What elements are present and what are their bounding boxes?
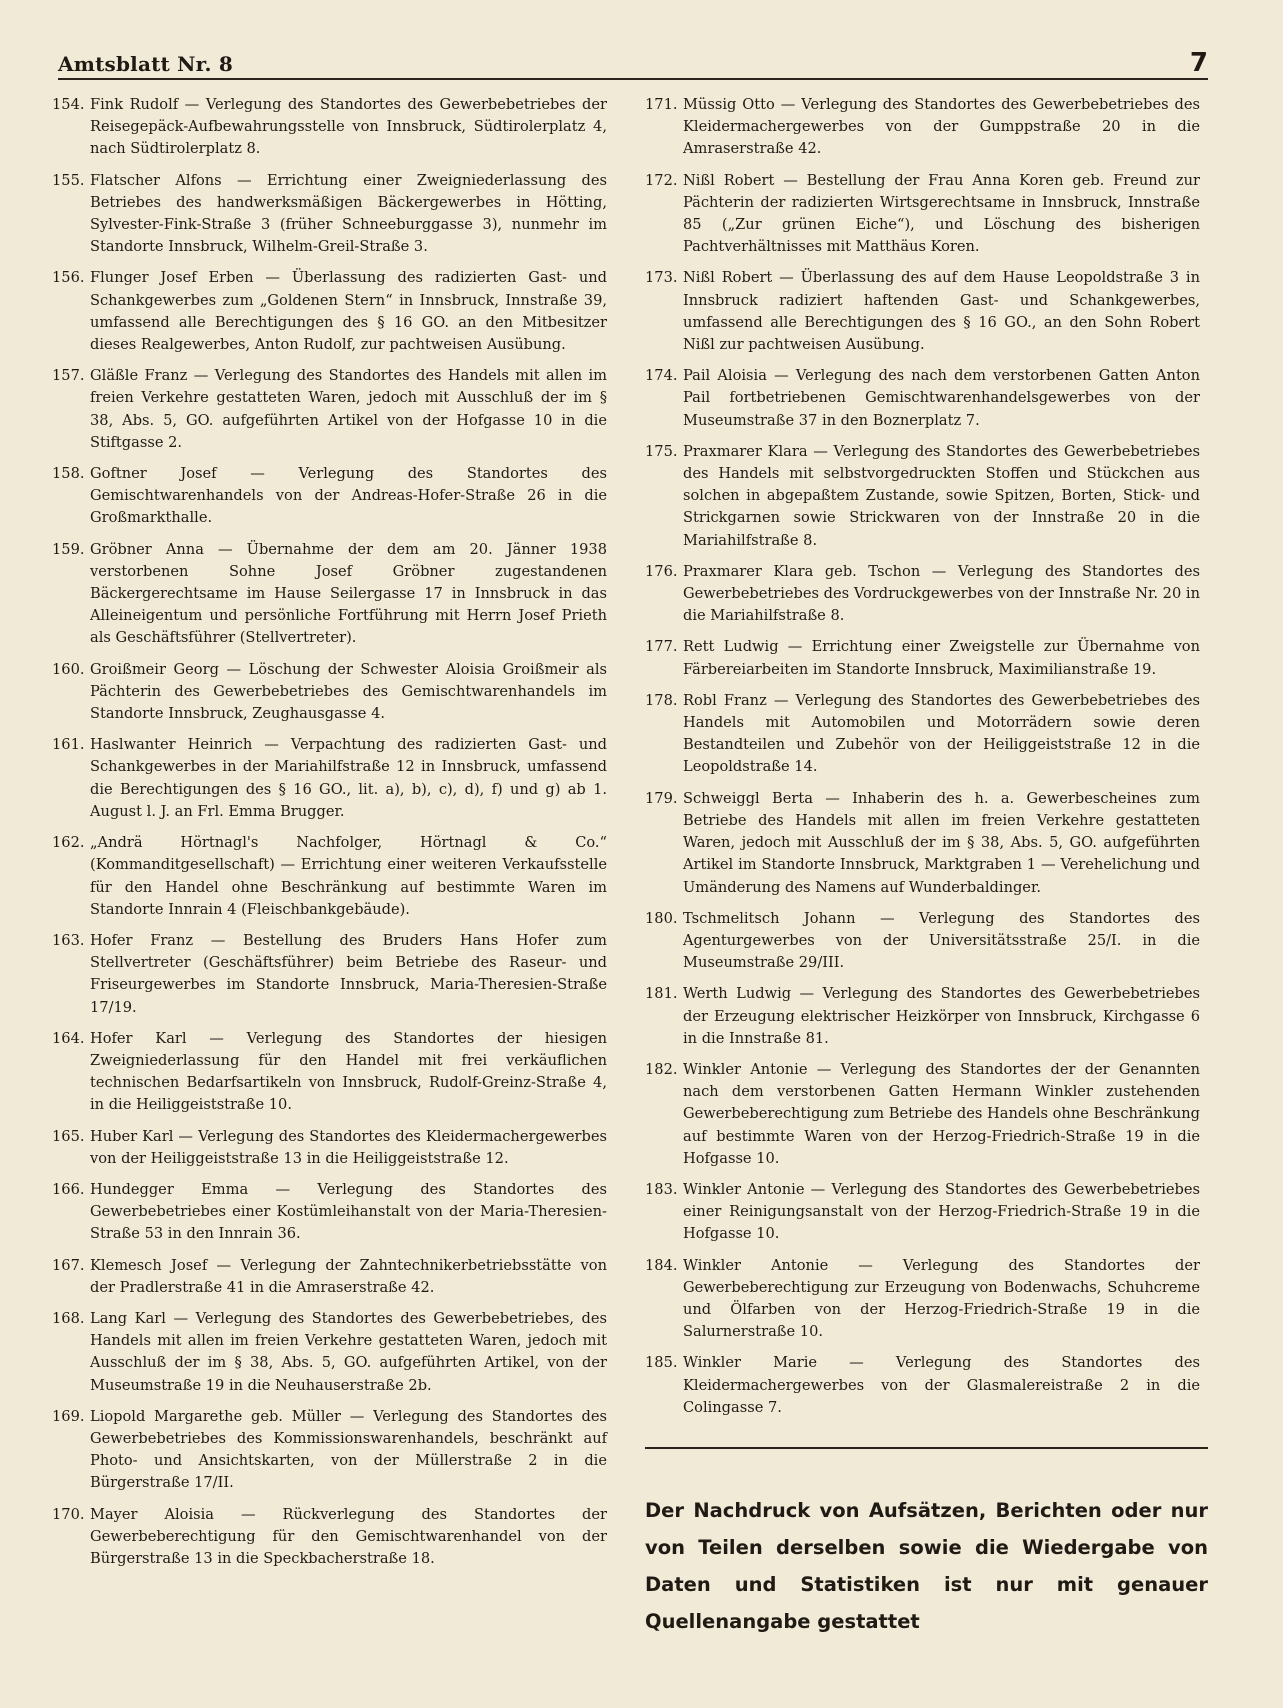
entry-text: Lang Karl — Verlegung des Standortes des Gewerbebetriebes, des Handels mit allen im freien Verkehre gestatteten Waren, jedoch mit Ausschluß der im § 38, Abs. 5, GO. aufgeführten Artikel, von der Museumstraße 19 in die Neuhauserstraße 2b. bbox=[90, 1309, 607, 1394]
entry-text: Werth Ludwig — Verlegung des Standortes des Gewerbebetriebes der Erzeugung elektrischer Heizkörper von Innsbruck, Kirchgasse 6 in die Innstraße 81. bbox=[683, 985, 1200, 1047]
entry-number: 155. bbox=[52, 171, 85, 189]
entry-number: 159. bbox=[52, 540, 85, 558]
entry-number: 158. bbox=[52, 465, 85, 483]
entry-number: 165. bbox=[52, 1127, 85, 1145]
entry-text: Goftner Josef — Verlegung des Standortes des Gemischtwarenhandels von der Andreas-Hofer-Straße 26 in die Großmarkthalle. bbox=[90, 465, 607, 527]
entry-number: 174. bbox=[645, 367, 678, 385]
entry-text: Rett Ludwig — Errichtung einer Zweigstelle zur Übernahme von Färbereiarbeiten im Standorte Innsbruck, Maximilianstraße 19. bbox=[683, 638, 1200, 678]
list-item bbox=[52, 463, 607, 530]
list-item bbox=[645, 636, 1200, 680]
entry-text: Praxmarer Klara — Verlegung des Standortes des Gewerbebetriebes des Handels mit selbstvorgedruckten Stoffen und Stückchen aus solchen in abgepaßtem Zustande, sowie Spitzen, Borten, Stick- und Strickgarnen sowie Strickwaren von der Innstraße 20 in die Mariahilfstraße 8. bbox=[683, 442, 1200, 549]
entry-number: 185. bbox=[645, 1354, 678, 1372]
list-item bbox=[645, 441, 1200, 552]
right-column bbox=[645, 94, 1200, 1428]
list-item bbox=[52, 1504, 607, 1571]
entry-text: Haslwanter Heinrich — Verpachtung des radizierten Gast- und Schankgewerbes in der Mariahilfstraße 12 in Innsbruck, umfassend die Berechtigungen des § 16 GO., lit. a), b), c), d), f) und g) ab 1. August l. J. an Frl. Emma Brugger. bbox=[90, 736, 607, 820]
entry-text: Gröbner Anna — Übernahme der dem am 20. Jänner 1938 verstorbenen Sohne Josef Gröbner zugestandenen Bäckergerechtsame im Hause Seilergasse 17 in Innsbruck in das Alleineigentum und persönliche Fortführung mit Herrn Josef Prieth als Geschäftsführer (Stellvertreter). bbox=[90, 540, 607, 647]
list-item bbox=[52, 832, 607, 921]
entry-text: Gläßle Franz — Verlegung des Standortes des Handels mit allen im freien Verkehre gestatteten Waren, jedoch mit Ausschluß der im § 38, Abs. 5, GO. aufgeführten Artikel von der Hofgasse 10 in die Stiftgasse 2. bbox=[90, 367, 607, 451]
entry-text: „Andrä Hörtnagl's Nachfolger, Hörtnagl & Co.“ (Kommanditgesellschaft) — Errichtung einer weiteren Verkaufsstelle für den Handel ohne Beschränkung auf bestimmte Waren im Standorte Innrain 4 (Fleischbankgebäude). bbox=[90, 834, 607, 918]
list-item bbox=[52, 1126, 607, 1170]
list-item bbox=[645, 1255, 1200, 1344]
list-item bbox=[52, 94, 607, 161]
entry-number: 160. bbox=[52, 660, 85, 678]
list-item bbox=[52, 930, 607, 1019]
entry-number: 178. bbox=[645, 691, 678, 709]
entry-number: 164. bbox=[52, 1029, 85, 1047]
entry-number: 161. bbox=[52, 736, 85, 754]
list-item bbox=[52, 1255, 607, 1299]
entry-number: 157. bbox=[52, 367, 85, 385]
entry-text: Nißl Robert — Bestellung der Frau Anna Koren geb. Freund zur Pächterin der radizierten Wirtsgerechtsame in Innsbruck, Innstraße 85 („Zur grünen Eiche“), und Löschung des bisherigen Pachtverhältnisses mit Matthäus Koren. bbox=[683, 171, 1200, 256]
entry-text: Schweiggl Berta — Inhaberin des h. a. Gewerbescheines zum Betriebe des Handels mit allen im freien Verkehre gestatteten Waren, jedoch mit Ausschluß der im § 38, Abs. 5, GO. aufgeführten Artikel im Standorte Innsbruck, Marktgraben 1 — Verehelichung und Umänderung des Namens auf Wunderbaldinger. bbox=[683, 789, 1200, 896]
list-item bbox=[52, 1179, 607, 1246]
list-item bbox=[52, 539, 607, 650]
publication-title: Amtsblatt Nr. 8 bbox=[58, 52, 233, 76]
entry-text: Winkler Antonie — Verlegung des Standortes der Gewerbeberechtigung zur Erzeugung von Bodenwachs, Schuhcreme und Ölfarben von der Herzog-Friedrich-Straße 19 in die Salurnerstraße 10. bbox=[683, 1256, 1200, 1341]
page-number: 7 bbox=[1189, 48, 1208, 78]
entry-number: 166. bbox=[52, 1180, 85, 1198]
entry-text: Robl Franz — Verlegung des Standortes des Gewerbebetriebes des Handels mit Automobilen und Motorrädern sowie deren Bestandteilen und Zubehör von der Heiliggeiststraße 12 in die Leopoldstraße 14. bbox=[683, 691, 1200, 776]
entry-number: 173. bbox=[645, 269, 678, 287]
list-item bbox=[645, 690, 1200, 779]
list-item bbox=[52, 659, 607, 726]
entry-number: 179. bbox=[645, 789, 678, 807]
entry-number: 154. bbox=[52, 96, 85, 113]
list-item bbox=[645, 1352, 1200, 1419]
entry-number: 175. bbox=[645, 442, 678, 460]
entry-number: 184. bbox=[645, 1256, 678, 1274]
entry-text: Fink Rudolf — Verlegung des Standortes des Gewerbebetriebes der Reisegepäck-Aufbewahrungsstelle von Innsbruck, Südtirolerplatz 4, nach Südtirolerplatz 8. bbox=[90, 96, 607, 158]
reprint-notice: Der Nachdruck von Aufsätzen, Berichten oder nur von Teilen derselben sowie die Wiedergabe von Daten und Statistiken ist nur mit genauer Quellenangabe gestattet bbox=[645, 1499, 1208, 1633]
entry-text: Pail Aloisia — Verlegung des nach dem verstorbenen Gatten Anton Pail fortbetriebenen Gemischtwarenhandelsgewerbes von der Museumstraße 37 in den Boznerplatz 7. bbox=[683, 367, 1200, 429]
list-item bbox=[645, 908, 1200, 975]
entry-text: Praxmarer Klara geb. Tschon — Verlegung des Standortes des Gewerbebetriebes des Vordruckgewerbes von der Innstraße Nr. 20 in die Mariahilfstraße 8. bbox=[683, 562, 1200, 625]
list-item bbox=[52, 734, 607, 823]
list-item bbox=[52, 170, 607, 259]
entry-number: 156. bbox=[52, 269, 85, 287]
list-item bbox=[645, 94, 1200, 161]
entry-text: Tschmelitsch Johann — Verlegung des Standortes des Agenturgewerbes von der Universitätsstraße 25/I. in die Museumstraße 29/III. bbox=[683, 909, 1200, 972]
list-item bbox=[645, 561, 1200, 628]
list-item bbox=[645, 788, 1200, 899]
list-item bbox=[645, 267, 1200, 356]
list-item bbox=[645, 1179, 1200, 1246]
entry-number: 172. bbox=[645, 171, 678, 189]
list-item bbox=[645, 1059, 1200, 1170]
entry-number: 170. bbox=[52, 1505, 85, 1523]
entry-text: Hofer Karl — Verlegung des Standortes der hiesigen Zweigniederlassung für den Handel mit frei verkäuflichen technischen Bedarfsartikeln von Innsbruck, Rudolf-Greinz-Straße 4, in die Heiliggeiststraße 10. bbox=[90, 1029, 607, 1114]
list-item bbox=[52, 267, 607, 356]
entry-text: Winkler Antonie — Verlegung des Standortes der der Genannten nach dem verstorbenen Gatten Hermann Winkler zustehenden Gewerbeberechtigung zum Betriebe des Handels ohne Beschränkung auf bestimmte Waren von der Herzog-Friedrich-Straße 19 in die Hofgasse 10. bbox=[683, 1060, 1200, 1167]
entry-number: 177. bbox=[645, 638, 678, 656]
entry-number: 163. bbox=[52, 931, 85, 949]
entry-number: 180. bbox=[645, 909, 678, 927]
entry-text: Groißmeir Georg — Löschung der Schwester Aloisia Groißmeir als Pächterin des Gewerbebetriebes des Gemischtwarenhandels im Standorte Innsbruck, Zeughausgasse 4. bbox=[90, 660, 607, 723]
entry-number: 171. bbox=[645, 96, 678, 113]
entry-text: Flatscher Alfons — Errichtung einer Zweigniederlassung des Betriebes des handwerksmäßigen Bäckergewerbes in Hötting, Sylvester-Fink-Straße 3 (früher Schneeburggasse 3), nunmehr im Standorte Innsbruck, Wilhelm-Greil-Straße 3. bbox=[90, 171, 607, 256]
entry-number: 162. bbox=[52, 834, 85, 852]
list-item bbox=[52, 365, 607, 454]
list-item bbox=[645, 365, 1200, 432]
entry-number: 182. bbox=[645, 1060, 678, 1078]
entry-number: 167. bbox=[52, 1256, 85, 1274]
entry-text: Flunger Josef Erben — Überlassung des radizierten Gast- und Schankgewerbes zum „Goldenen Stern“ in Innsbruck, Innstraße 39, umfassend alle Berechtigungen des § 16 GO. an den Mitbesitzer dieses Realgewerbes, Anton Rudolf, zur pachtweisen Ausübung. bbox=[90, 269, 607, 354]
entry-text: Winkler Antonie — Verlegung des Standortes des Gewerbebetriebes einer Reinigungsanstalt von der Herzog-Friedrich-Straße 19 in die Hofgasse 10. bbox=[683, 1180, 1200, 1243]
entry-text: Müssig Otto — Verlegung des Standortes des Gewerbebetriebes des Kleidermachergewerbes von der Gumppstraße 20 in die Amraserstraße 42. bbox=[683, 96, 1200, 158]
entry-number: 183. bbox=[645, 1180, 678, 1198]
entry-text: Hundegger Emma — Verlegung des Standortes des Gewerbebetriebes einer Kostümleihanstalt von der Maria-Theresien-Straße 53 in den Innrain 36. bbox=[90, 1180, 607, 1243]
entry-text: Klemesch Josef — Verlegung der Zahntechnikerbetriebsstätte von der Pradlerstraße 41 in die Amraserstraße 42. bbox=[90, 1256, 607, 1296]
entry-text: Nißl Robert — Überlassung des auf dem Hause Leopoldstraße 3 in Innsbruck radiziert haftenden Gast- und Schankgewerbes, umfassend alle Berechtigungen des § 16 GO., an den Sohn Robert Nißl zur pachtweisen Ausübung. bbox=[683, 269, 1200, 354]
entry-number: 168. bbox=[52, 1309, 85, 1327]
header-rule bbox=[58, 78, 1208, 80]
entry-text: Winkler Marie — Verlegung des Standortes des Kleidermachergewerbes von der Glasmalereistraße 2 in die Colingasse 7. bbox=[683, 1354, 1200, 1416]
list-item bbox=[52, 1308, 607, 1397]
entry-text: Huber Karl — Verlegung des Standortes des Kleidermachergewerbes von der Heiliggeiststraße 13 in die Heiliggeiststraße 12. bbox=[90, 1127, 607, 1167]
entry-number: 169. bbox=[52, 1407, 85, 1425]
entry-text: Liopold Margarethe geb. Müller — Verlegung des Standortes des Gewerbebetriebes des Kommissionswarenhandels, beschränkt auf Photo- und Ansichtskarten, von der Müllerstraße 2 in die Bürgerstraße 17/II. bbox=[90, 1407, 607, 1492]
entry-text: Mayer Aloisia — Rückverlegung des Standortes der Gewerbeberechtigung für den Gemischtwarenhandel von der Bürgerstraße 13 in die Speckbacherstraße 18. bbox=[90, 1505, 607, 1567]
entry-number: 176. bbox=[645, 562, 678, 580]
page-header bbox=[58, 42, 1208, 76]
list-item bbox=[645, 170, 1200, 259]
entry-number: 181. bbox=[645, 985, 678, 1003]
left-column bbox=[52, 94, 607, 1579]
entry-text: Hofer Franz — Bestellung des Bruders Hans Hofer zum Stellvertreter (Geschäftsführer) beim Betriebe des Raseur- und Friseurgewerbes im Standorte Innsbruck, Maria-Theresien-Straße 17/19. bbox=[90, 931, 607, 1016]
list-item bbox=[52, 1406, 607, 1495]
list-item bbox=[645, 983, 1200, 1050]
notice-rule bbox=[645, 1447, 1208, 1449]
list-item bbox=[52, 1028, 607, 1117]
